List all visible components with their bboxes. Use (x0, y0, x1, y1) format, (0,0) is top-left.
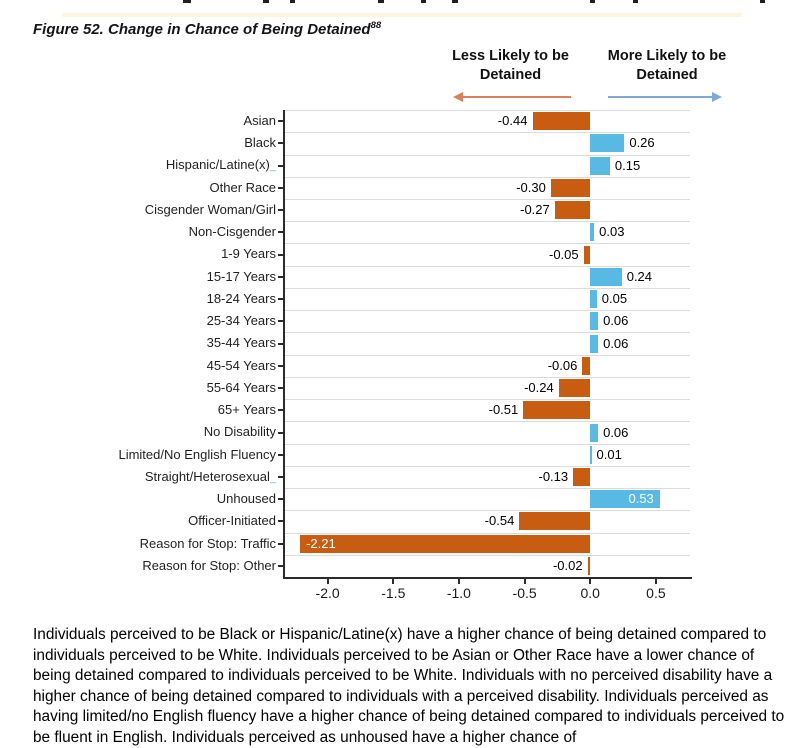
row-gridline (283, 332, 690, 333)
bar (590, 157, 610, 175)
row-gridline (283, 243, 690, 244)
value-label: 0.06 (603, 335, 629, 351)
value-label: 0.06 (603, 313, 629, 329)
value-label: -0.13 (538, 468, 569, 484)
row-gridline (283, 421, 690, 422)
figure-title-text: Figure 52. Change in Chance of Being Detained (33, 21, 371, 38)
row-gridline (283, 310, 690, 311)
value-label: 0.24 (626, 268, 653, 284)
category-label: Reason for Stop: Other (142, 557, 276, 573)
x-axis-tick (655, 579, 657, 584)
caption-paragraph: Individuals perceived to be Black or Hispanic/Latine(x) have a higher chance of being detained compared to individuals perceived to be White. Individuals perceived to be Asian or Other Race have a lower chance of being detained compared to individuals perceived to be White. Individuals with no perceived disability have a higher chance of being detained compared to individuals with a perceived disability. Individuals perceived as having limited/no English fluency have a higher chance of being detained compared to individuals perceived to be fluent in English. Individuals perceived as unhoused have a higher chance of (33, 626, 785, 746)
bar (588, 557, 591, 575)
value-label: 0.26 (629, 135, 655, 151)
value-label: -0.02 (552, 557, 583, 573)
bar (590, 312, 598, 330)
bar (519, 512, 590, 530)
row-gridline (283, 555, 690, 556)
bar (590, 290, 597, 308)
x-axis-tick (392, 579, 394, 584)
row-gridline (283, 533, 690, 534)
row-gridline (283, 288, 690, 289)
bar (590, 134, 624, 152)
x-axis-tick (589, 579, 591, 584)
value-label: -0.27 (520, 202, 550, 218)
row-gridline (283, 266, 690, 267)
bar (582, 357, 590, 375)
bar (590, 223, 594, 241)
x-tick-label: 0.0 (580, 585, 600, 601)
category-label: 35-44 Years (206, 335, 276, 351)
bar (300, 535, 590, 553)
x-axis-line (283, 577, 692, 579)
category-label: 15-17 Years (206, 268, 276, 284)
bar (533, 112, 591, 130)
category-label: 55-64 Years (206, 379, 276, 395)
row-gridline (283, 399, 690, 400)
label-footnote-mark: _ (269, 471, 276, 484)
value-label: 0.01 (596, 446, 622, 462)
x-tick-label: -2.0 (315, 585, 340, 601)
bar (590, 268, 622, 286)
category-label: Cisgender Woman/Girl (144, 201, 276, 217)
category-label: Other Race (209, 179, 276, 195)
value-label: -2.21 (306, 535, 336, 551)
value-label: 0.06 (603, 424, 629, 440)
value-label: -0.24 (524, 380, 554, 395)
category-label: Officer-Initiated (188, 513, 276, 529)
row-gridline (283, 155, 690, 156)
row-gridline (283, 488, 690, 489)
category-label: 18-24 Years (206, 290, 276, 306)
value-label: -0.44 (497, 113, 528, 129)
value-label: -0.54 (484, 513, 515, 529)
category-label: 45-54 Years (206, 357, 276, 373)
bar (590, 424, 598, 442)
x-axis-tick (458, 579, 460, 584)
y-axis-line (283, 110, 285, 577)
category-label: Asian (243, 113, 276, 128)
x-tick-label: 0.5 (646, 585, 666, 601)
category-label: No Disability (203, 424, 276, 440)
bar (523, 401, 590, 419)
x-tick-label: -0.5 (512, 585, 537, 601)
category-label: Limited/No English Fluency (118, 446, 276, 462)
row-gridline (283, 221, 690, 222)
bar (573, 468, 590, 486)
row-gridline (283, 199, 690, 200)
row-gridline (283, 466, 690, 467)
row-gridline (283, 355, 690, 356)
category-label: Black (244, 135, 276, 151)
row-gridline (283, 132, 690, 133)
value-label: 0.15 (614, 157, 641, 173)
row-gridline (283, 110, 690, 111)
category-label: Straight/Heterosexual_ (144, 468, 276, 484)
category-label: Unhoused (216, 491, 276, 507)
figure-title-footnote: 88 (370, 20, 382, 31)
bar (555, 201, 590, 219)
category-label: Reason for Stop: Traffic (139, 535, 276, 551)
value-label: -0.05 (549, 246, 579, 262)
bar (590, 446, 592, 464)
category-label: 65+ Years (217, 402, 276, 418)
row-gridline (283, 377, 690, 378)
more-likely-header: More Likely to be Detained (607, 48, 727, 83)
bar (551, 179, 590, 197)
x-tick-label: -1.5 (381, 585, 406, 601)
less-likely-header: Less Likely to be Detained (452, 48, 569, 83)
value-label: -0.06 (547, 357, 578, 373)
row-gridline (283, 177, 690, 178)
value-label: 0.05 (601, 291, 628, 306)
value-label: 0.03 (599, 224, 625, 240)
x-axis-tick (327, 579, 329, 584)
bar (559, 379, 591, 397)
value-label: -0.51 (488, 402, 519, 418)
value-label: 0.53 (628, 491, 654, 507)
x-axis-tick (524, 579, 526, 584)
category-label: Hispanic/Latine(x)_ (165, 157, 276, 173)
x-tick-label: -1.0 (446, 585, 471, 601)
bar (584, 246, 591, 264)
value-label: -0.30 (516, 179, 546, 195)
bar (590, 335, 598, 353)
category-label: 1-9 Years (221, 246, 276, 262)
row-gridline (283, 444, 690, 445)
row-gridline (283, 510, 690, 511)
category-label: Non-Cisgender (188, 224, 276, 240)
label-footnote-mark: _ (269, 160, 276, 173)
category-label: 25-34 Years (206, 313, 276, 329)
